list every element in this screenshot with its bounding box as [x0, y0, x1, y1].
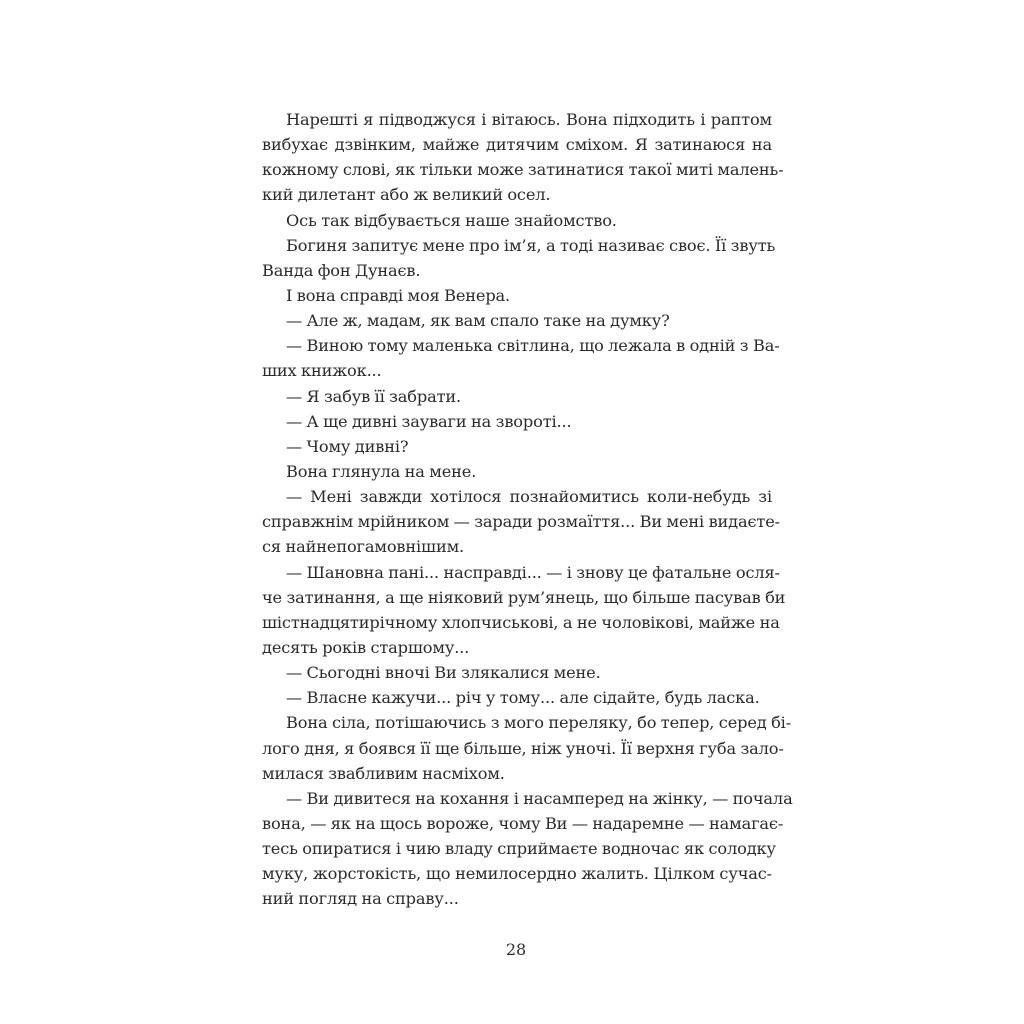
text-line: Вона глянула на мене. — [286, 461, 477, 481]
text-line: Богиня запитує мене про ім’я, а тоді називає своє. Її звуть — [286, 235, 776, 255]
text-line: вибухає дзвінким, майже дитячим сміхом. Я затинаюся на — [262, 135, 772, 155]
text-line: — А ще дивні зауваги на звороті... — [286, 411, 572, 431]
text-line: — Ви дивитеся на кохання і насамперед на жінку, — почала — [286, 788, 793, 808]
text-line: — Мені завжди хотілося познайомитись коли-небудь зі — [286, 487, 772, 507]
text-line: вона, — як на щось вороже, чому Ви — надаремне — намагає- — [262, 813, 784, 833]
text-line: Вона сіла, потішаючись з мого переляку, бо тепер, серед бі- — [286, 713, 792, 733]
text-line: ших книжок... — [262, 361, 382, 381]
text-line: І вона справді моя Венера. — [286, 285, 511, 305]
text-line: тесь опиратися і чию владу сприймаєте водночас як солодку — [262, 839, 776, 859]
text-line: че затинання, а ще ніяковий рум’янець, що більше пасував би — [262, 587, 786, 607]
text-line: Нарешті я підводжуся і вітаюсь. Вона підходить і раптом — [286, 110, 772, 129]
text-line: Ось так відбувається наше знайомство. — [286, 210, 617, 230]
text-line: кий дилетант або ж великий осел. — [262, 185, 551, 205]
text-line: — Власне кажучи... річ у тому... але сідайте, будь ласка. — [286, 688, 760, 708]
text-line: ся найнепогамовнішим. — [262, 537, 465, 557]
text-line: милася звабливим насміхом. — [262, 763, 505, 783]
text-line: — Виною тому маленька світлина, що лежала в одній з Ва- — [286, 336, 780, 356]
text-line: лого дня, я боявся її ще більше, ніж уночі. Її верхня губа зало- — [262, 738, 784, 758]
text-line: — Чому дивні? — [286, 436, 409, 456]
text-line: десять років старшому... — [262, 637, 470, 657]
text-line: кожному слові, як тільки може затинатися такої миті малень- — [262, 160, 784, 180]
text-line: муку, жорстокість, що немилосердно жалить. Цілком сучас- — [262, 864, 772, 884]
body-text — [262, 107, 793, 912]
text-line: ний погляд на справу... — [262, 889, 459, 909]
text-line: — Шановна пані... насправді... — і знову це фатальне осля- — [286, 562, 780, 582]
text-line: справжнім мрійником — заради розмаїття... Ви мені видаєте- — [262, 512, 780, 532]
text-line: Ванда фон Дунаєв. — [262, 260, 421, 280]
text-line: — Я забув її забрати. — [286, 386, 462, 406]
text-line: — Сьогодні вночі Ви злякалися мене. — [286, 663, 601, 683]
page-number: 28 — [505, 940, 527, 959]
text-line: — Але ж, мадам, як вам спало таке на думку? — [286, 311, 670, 331]
text-line: шістнадцятирічному хлопчиськові, а не чоловікові, майже на — [262, 612, 780, 632]
